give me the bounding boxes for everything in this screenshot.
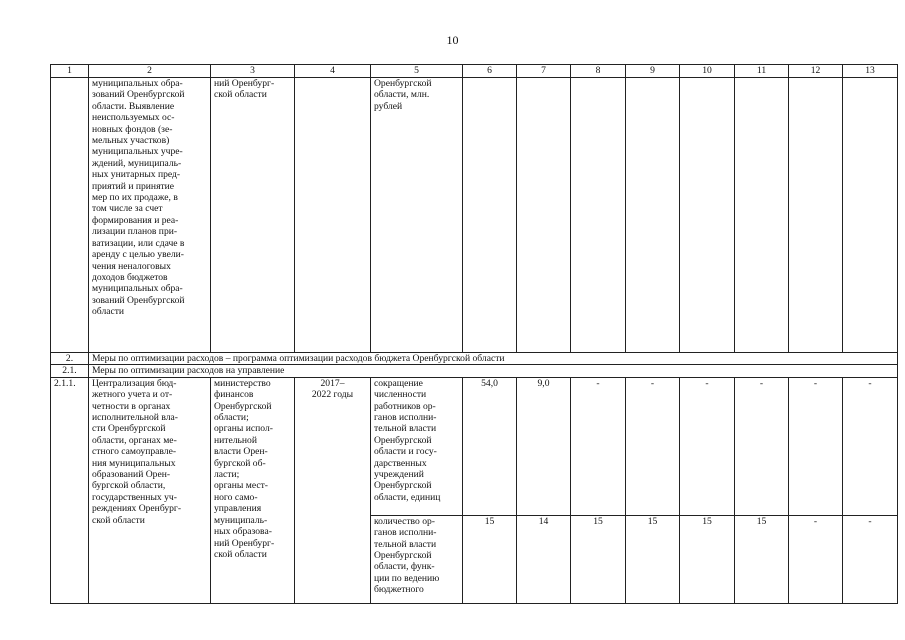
section-row-2 <box>51 353 898 365</box>
value-cell: - <box>626 377 680 515</box>
value-cell <box>571 78 626 353</box>
measure-row-2-1-1 <box>51 377 898 515</box>
row-number-cell: 2.1.1. <box>51 377 89 603</box>
column-header: 8 <box>571 65 626 78</box>
value-cell: 15 <box>571 515 626 603</box>
column-header: 7 <box>517 65 571 78</box>
executor-cell: ний Оренбург- ской области <box>211 78 295 353</box>
indicator-name-cell: сокращение численности работников ор- ганов исполни- тельной власти Оренбургской области и госу- дарственных учреждений Оренбургской области, единиц <box>371 377 463 515</box>
value-cell: 15 <box>735 515 789 603</box>
value-cell: 15 <box>626 515 680 603</box>
value-cell <box>843 78 898 353</box>
indicator-cell: Оренбургской области, млн. рублей <box>371 78 463 353</box>
column-header: 10 <box>680 65 735 78</box>
column-header: 2 <box>89 65 211 78</box>
value-cell: 15 <box>680 515 735 603</box>
column-header: 13 <box>843 65 898 78</box>
measure-text-cell: муниципальных обра- зований Оренбургской области. Выявление неиспользуемых ос- новных фондов (зе- мельных участков) муниципальных учре- ждений, муниципаль- ных унитарных пред- приятий и принятие мер по их продаже, в том числе за счет формирования и реа- лизации планов при- ватизации, или сдаче в аренду с целью увели- чения неналоговых доходов бюджетов муниципальных обра- зований Оренбургской области <box>89 78 211 353</box>
value-cell <box>789 78 843 353</box>
period-cell <box>295 78 371 353</box>
column-header: 6 <box>463 65 517 78</box>
row-number-cell <box>51 78 89 353</box>
value-cell: - <box>789 377 843 515</box>
value-cell: - <box>680 377 735 515</box>
column-number-header-row <box>51 65 898 78</box>
column-header: 11 <box>735 65 789 78</box>
section-title-cell: Меры по оптимизации расходов на управление <box>89 365 898 377</box>
value-cell: 15 <box>463 515 517 603</box>
row-number-cell: 2.1. <box>51 365 89 377</box>
value-cell: - <box>843 377 898 515</box>
value-cell <box>680 78 735 353</box>
continuation-row <box>51 78 898 353</box>
column-header: 4 <box>295 65 371 78</box>
value-cell: - <box>789 515 843 603</box>
section-row-2-1 <box>51 365 898 377</box>
value-cell: 54,0 <box>463 377 517 515</box>
measures-table <box>50 64 898 604</box>
column-header: 1 <box>51 65 89 78</box>
value-cell <box>517 78 571 353</box>
value-cell <box>735 78 789 353</box>
page-number: 10 <box>446 33 459 47</box>
indicator-name-cell: количество ор- ганов исполни- тельной власти Оренбургской области, функ- ции по ведению бюджетного <box>371 515 463 603</box>
column-header: 3 <box>211 65 295 78</box>
value-cell: 9,0 <box>517 377 571 515</box>
executor-cell: министерство финансов Оренбургской области; органы испол- нительной власти Орен- бургской об- ласти; органы мест- ного само- управления муниципаль- ных образова- ний Оренбург- ской области <box>211 377 295 603</box>
measure-text-cell: Централизация бюд- жетного учета и от- четности в органах исполнительной вла- сти Оренбургской области, органах ме- стного самоуправле- ния муниципальных образований Орен- бургской области, государственных уч- реждениях Оренбург- ской области <box>89 377 211 603</box>
value-cell: 14 <box>517 515 571 603</box>
column-header: 12 <box>789 65 843 78</box>
value-cell <box>463 78 517 353</box>
row-number-cell: 2. <box>51 353 89 365</box>
section-title-cell: Меры по оптимизации расходов – программа оптимизации расходов бюджета Оренбургской области <box>89 353 898 365</box>
value-cell: - <box>735 377 789 515</box>
value-cell: - <box>571 377 626 515</box>
period-cell: 2017– 2022 годы <box>295 377 371 603</box>
value-cell <box>626 78 680 353</box>
column-header: 5 <box>371 65 463 78</box>
value-cell: - <box>843 515 898 603</box>
column-header: 9 <box>626 65 680 78</box>
